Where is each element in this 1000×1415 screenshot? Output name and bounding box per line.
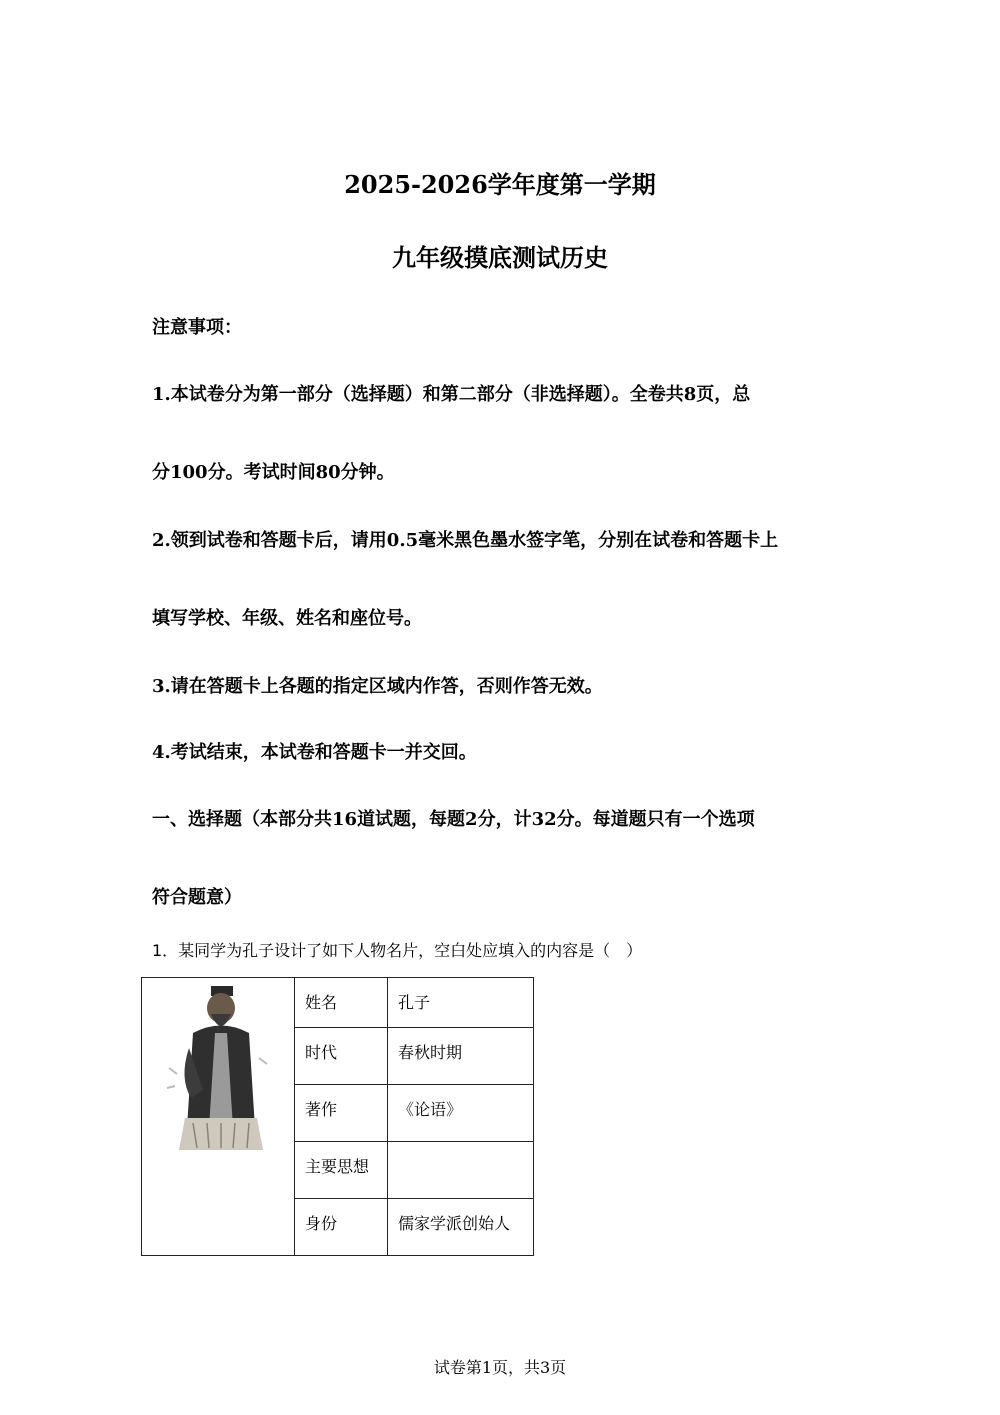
confucius-profile-card [141, 977, 534, 1256]
card-value-name: 孔子 [388, 978, 534, 1028]
notice-item3: 3.请在答题卡上各题的指定区域内作答，否则作答无效。 [152, 676, 603, 697]
card-value-works: 《论语》 [388, 1085, 534, 1142]
notice-item2-line1: 2.领到试卷和答题卡后，请用0.5毫米黑色墨水签字笔，分别在试卷和答题卡上 [152, 530, 779, 551]
card-value-identity: 儒家学派创始人 [388, 1199, 534, 1256]
card-label-identity: 身份 [295, 1199, 388, 1256]
card-label-era: 时代 [295, 1028, 388, 1085]
page-footer: 试卷第1页，共3页 [433, 1358, 567, 1377]
card-label-name: 姓名 [295, 978, 388, 1028]
notice-item4: 4.考试结束，本试卷和答题卡一并交回。 [152, 742, 477, 763]
section1-heading-line1: 一、选择题（本部分共16道试题，每题2分，计32分。每道题只有一个选项 [152, 809, 755, 830]
exam-title-line1: 2025-2026学年度第一学期 [344, 170, 656, 199]
card-label-main-thought: 主要思想 [295, 1142, 388, 1199]
exam-title-line2: 九年级摸底测试历史 [392, 243, 608, 272]
notice-item1-line2: 分100分。考试时间80分钟。 [152, 462, 395, 483]
section1-heading-line2: 符合题意） [152, 887, 242, 908]
portrait-cell [142, 978, 295, 1256]
card-value-era: 春秋时期 [388, 1028, 534, 1085]
notice-item1-line1: 1.本试卷分为第一部分（选择题）和第二部分（非选择题）。全卷共8页，总 [152, 384, 751, 405]
notice-heading: 注意事项： [152, 317, 242, 338]
card-value-main-thought-blank [388, 1142, 534, 1199]
card-label-works: 著作 [295, 1085, 388, 1142]
question1-stem: 1．某同学为孔子设计了如下人物名片，空白处应填入的内容是（ ） [152, 941, 643, 960]
card-row-name [142, 978, 534, 1028]
confucius-portrait-image [163, 978, 273, 1158]
notice-item2-line2: 填写学校、年级、姓名和座位号。 [152, 608, 422, 629]
